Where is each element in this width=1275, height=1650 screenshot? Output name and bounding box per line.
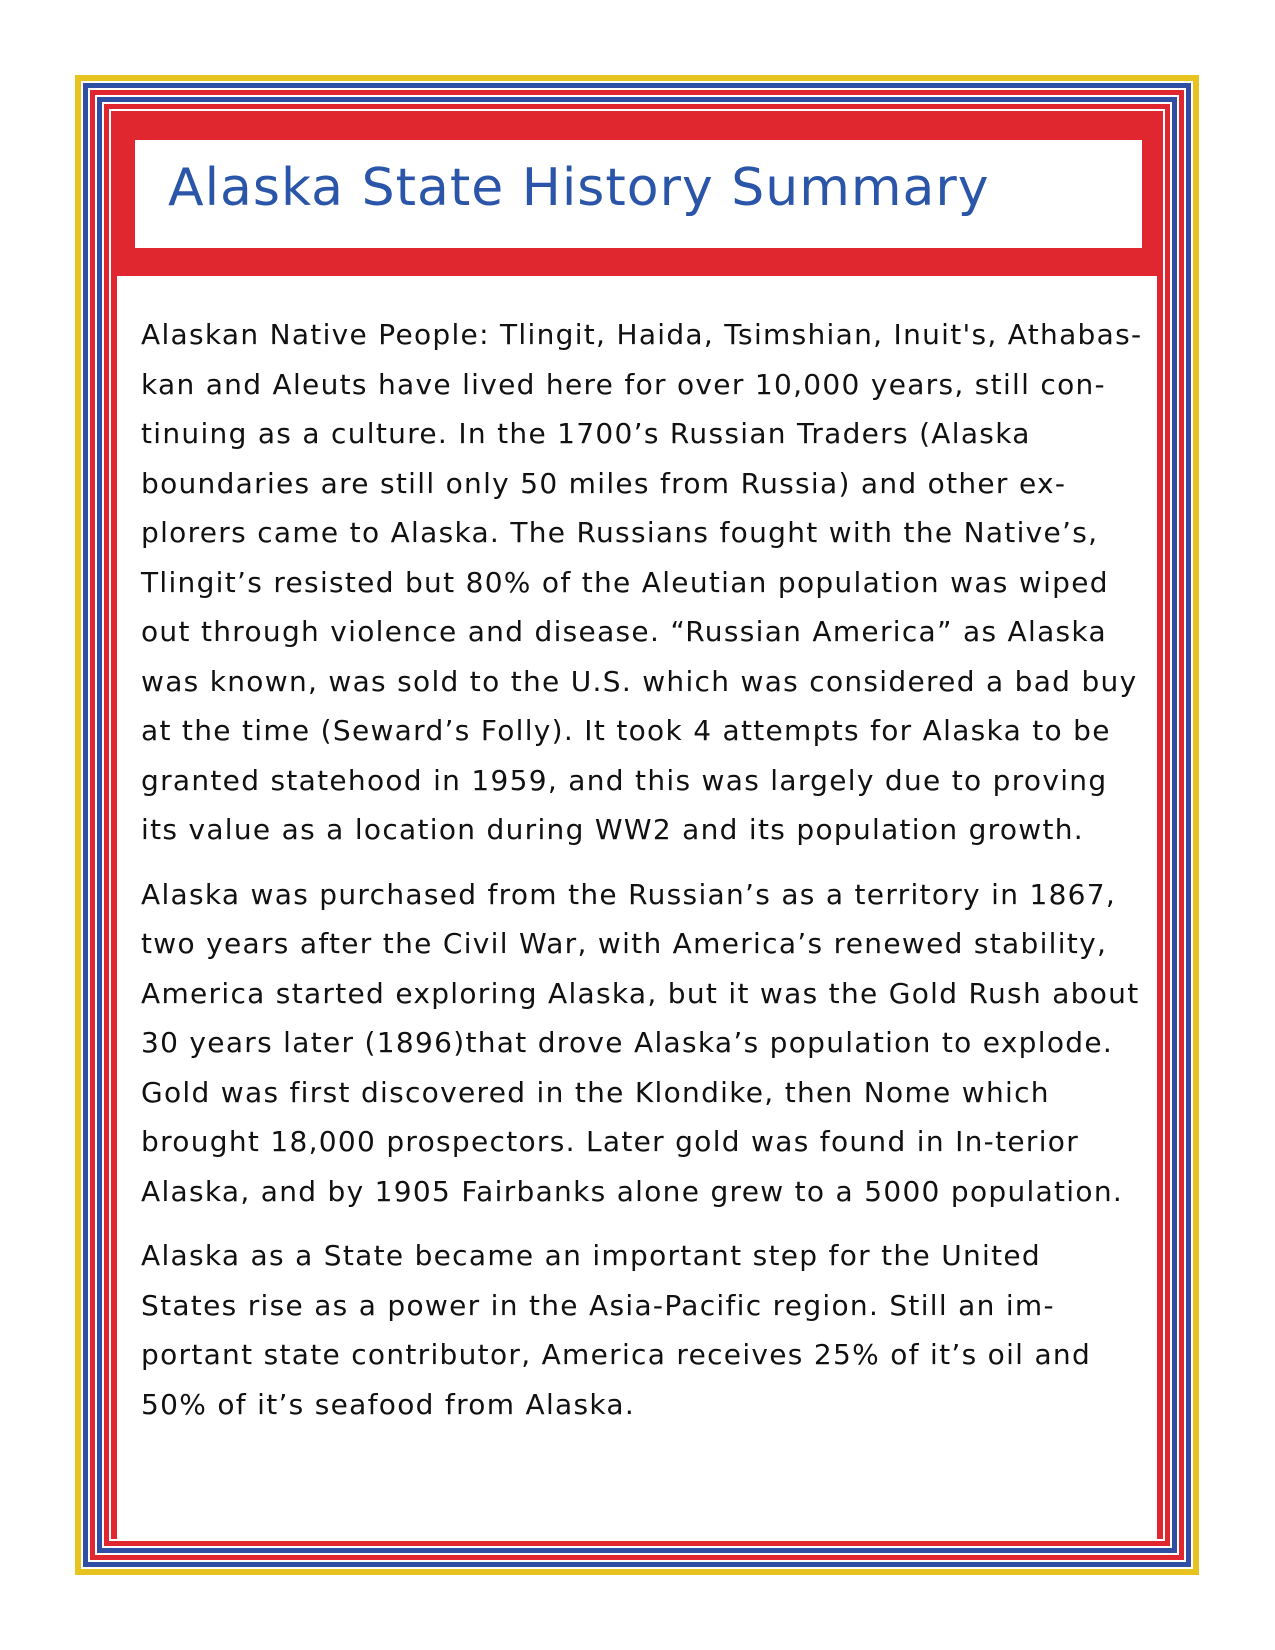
- paragraph-gold-rush: Alaska was purchased from the Russian’s as a territory in 1867, two years after the Civil War, with America’s renewed stability, America started exploring Alaska, but it was the Gold Rush about 30 years later (1896)that drove Alaska’s population to explode. Gold was first discovered in the Klondike, then Nome which brought 18,000 prospectors. Later gold was found in In-terior Alaska, and by 1905 Fairbanks alone grew to a 5000 population.: [141, 877, 1140, 1208]
- paragraph-native-people: Alaskan Native People: Tlingit, Haida, Tsimshian, Inuit's, Athabas-kan and Aleuts have lived here for over 10,000 years, still con-tinuing as a culture. In the 1700’s Russian Traders (Alaska boundaries are still only 50 miles from Russia) and other ex-plorers came to Alaska. The Russians fought with the Native’s, Tlingit’s resisted but 80% of the Aleutian population was wiped out through violence and disease. “Russian America” as Alaska was known, was sold to the U.S. which was considered a bad buy at the time (Seward’s Folly). It took 4 attempts for Alaska to be granted statehood in 1959, and this was largely due to proving its value as a location during WW2 and its population growth.: [141, 318, 1143, 846]
- paragraph-statehood: Alaska as a State became an important step for the United States rise as a power in the Asia-Pacific region. Still an im-portant state contributor, America receives 25% of it’s oil and 50% of it’s seafood from Alaska.: [141, 1239, 1092, 1421]
- summary-body: [141, 310, 1146, 1444]
- page-title: Alaska State History Summary: [168, 158, 990, 218]
